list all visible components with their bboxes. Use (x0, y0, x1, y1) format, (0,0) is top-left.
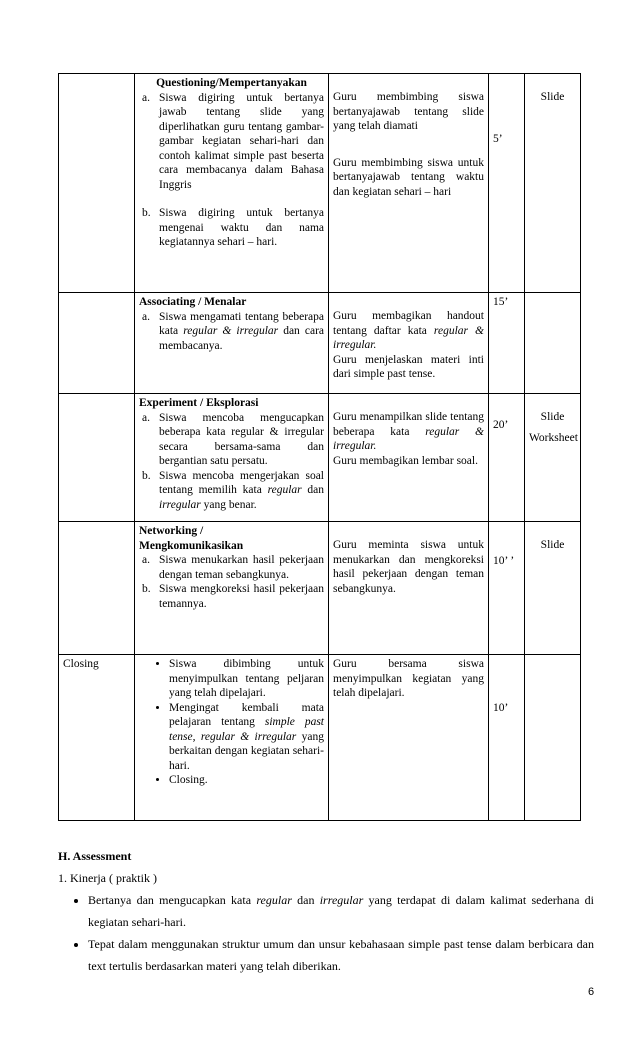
list-item (169, 657, 324, 701)
media-value: Slide (540, 539, 565, 551)
list-item-text: Siswa dibimbing untuk menyimpulkan tentang peljaran yang telah dipelajari. (169, 658, 324, 699)
italic-text: simple past tense, regular & irregular (169, 716, 324, 743)
teacher-text: Guru membagikan lembar soal. (333, 454, 478, 467)
list-marker: a. (142, 554, 150, 566)
list-marker: b. (142, 583, 151, 595)
time-cell (489, 293, 525, 394)
italic-text: & (217, 325, 237, 337)
student-activity-cell (135, 74, 329, 293)
teacher-text: Guru meminta siswa untuk menukarkan dan mengkoreksi hasil pekerjaan dengan teman sebangkunya. (333, 539, 484, 595)
text: Bertanya dan mengucapkan kata (88, 893, 257, 907)
text: dan (291, 893, 320, 907)
italic-text: regular (183, 325, 218, 337)
text: yang terdapat di dalam kalimat sederhana di kegiatan sehari-hari. (88, 893, 595, 929)
section-title: Mengkomunikasikan (139, 539, 244, 552)
assessment-heading: H. Assessment (58, 849, 132, 863)
time-value: 10’ ’ (493, 555, 515, 567)
list-marker: a. (142, 411, 150, 424)
list-item (142, 553, 324, 582)
assessment-bullet (88, 933, 594, 977)
list-marker: b. (142, 207, 151, 219)
list-item-text: Siswa mencoba mengucapkan beberapa kata regular & irregular secara bersama-sama dan bergantian satu persatu. (159, 411, 324, 467)
teacher-activity-cell (329, 655, 489, 821)
assessment-bullet (88, 889, 594, 933)
media-cell (525, 655, 581, 821)
row-questioning (59, 74, 581, 293)
time-value: 20’ (493, 419, 509, 431)
assessment-section (58, 845, 594, 977)
section-title: Associating / Menalar (139, 296, 247, 308)
stage-cell (59, 522, 135, 655)
list-item (142, 411, 324, 469)
list-item-text: Siswa digiring untuk bertanya mengenai waktu dan nama kegiatannya sehari – hari. (159, 207, 324, 248)
list-item-text: Siswa menukarkan hasil pekerjaan dengan teman sebangkunya. (159, 554, 324, 581)
list-item (142, 582, 324, 611)
text: yang benar. (200, 498, 257, 511)
italic-text: regular (256, 893, 292, 907)
time-cell (489, 655, 525, 821)
stage-cell (59, 74, 135, 293)
list-marker: a. (142, 91, 150, 104)
assessment-item: 1. Kinerja ( praktik ) (58, 871, 157, 885)
stage-cell (59, 655, 135, 821)
teacher-text: Guru membimbing siswa untuk bertanyajawab tentang waktu dan kegiatan sehari – hari (333, 156, 484, 198)
list-item (169, 701, 324, 774)
stage-cell (59, 394, 135, 522)
text: dan (301, 484, 324, 496)
text: dan cara membacanya. (159, 325, 324, 352)
teacher-activity-cell (329, 293, 489, 394)
italic-text: irregular (319, 893, 364, 907)
list-marker: a. (142, 310, 150, 323)
time-cell (489, 394, 525, 522)
teacher-activity-cell (329, 522, 489, 655)
text: Tepat dalam menggunakan struktur umum dan unsur kebahasaan simple past tense dalam berbicara dan text tertulis berdasarkan materi yang telah diberikan. (88, 937, 594, 973)
teacher-text: Guru membagikan handout tentang daftar kata (333, 310, 484, 337)
time-cell (489, 522, 525, 655)
italic-text: irregular (159, 498, 201, 511)
teacher-activity-cell (329, 394, 489, 522)
student-activity-cell (135, 394, 329, 522)
list-item (142, 469, 324, 513)
row-closing (59, 655, 581, 821)
teacher-text: Guru membimbing siswa bertanyajawab tentang slide yang telah diamati (333, 91, 484, 132)
list-item (142, 91, 324, 193)
italic-text: regular (267, 484, 302, 496)
stage-label: Closing (63, 658, 99, 670)
student-activity-cell (135, 522, 329, 655)
italic-text: regular & irregular. (333, 324, 484, 351)
media-cell (525, 394, 581, 522)
teacher-text: Guru menampilkan slide tentang beberapa kata (333, 411, 484, 438)
teacher-text: Guru bersama siswa menyimpulkan kegiatan yang telah dipelajari. (333, 658, 484, 699)
time-value: 5’ (493, 133, 503, 145)
list-item-text: Closing. (169, 774, 208, 786)
media-cell (525, 74, 581, 293)
text: yang berkaitan dengan kegiatan sehari-hari. (169, 730, 324, 772)
list-marker: b. (142, 469, 151, 482)
section-title: Questioning/Mempertanyakan (156, 77, 307, 89)
media-value: Slide (540, 411, 565, 423)
media-value: Slide (540, 91, 565, 103)
italic-text: irregular (236, 325, 279, 337)
stage-cell (59, 293, 135, 394)
media-cell (525, 293, 581, 394)
media-value: Worksheet (529, 431, 578, 444)
student-activity-cell (135, 655, 329, 821)
text: Siswa mengamati tentang beberapa kata (159, 310, 324, 337)
text: Siswa mencoba mengerjakan soal tentang memilih kata (159, 469, 324, 496)
list-item (142, 206, 324, 250)
section-title: Experiment / Eksplorasi (139, 397, 259, 409)
media-cell (525, 522, 581, 655)
teacher-text: Guru menjelaskan materi inti dari simple past tense. (333, 353, 484, 380)
list-item (142, 310, 324, 354)
row-experiment (59, 394, 581, 522)
list-item-text: Siswa mengkoreksi hasil pekerjaan temannya. (159, 583, 324, 610)
list-item-text: Siswa digiring untuk bertanya jawab tentang slide yang diperlihatkan guru tentang gambar-gambar kegiatan sehari-hari dan contoh kalimat simple past beserta cara membacanya dalam Bahasa Inggris (159, 91, 324, 191)
text: Mengingat kembali mata pelajaran tentang (169, 701, 324, 728)
teacher-activity-cell (329, 74, 489, 293)
page-number: 6 (588, 986, 595, 998)
lesson-plan-table (58, 73, 581, 821)
time-value: 15’ (493, 296, 509, 308)
time-cell (489, 74, 525, 293)
time-value: 10’ (493, 702, 509, 714)
row-associating (59, 293, 581, 394)
section-title: Networking / (139, 525, 204, 537)
italic-text: regular & irregular. (333, 425, 484, 452)
row-networking (59, 522, 581, 655)
list-item (169, 773, 324, 788)
student-activity-cell (135, 293, 329, 394)
